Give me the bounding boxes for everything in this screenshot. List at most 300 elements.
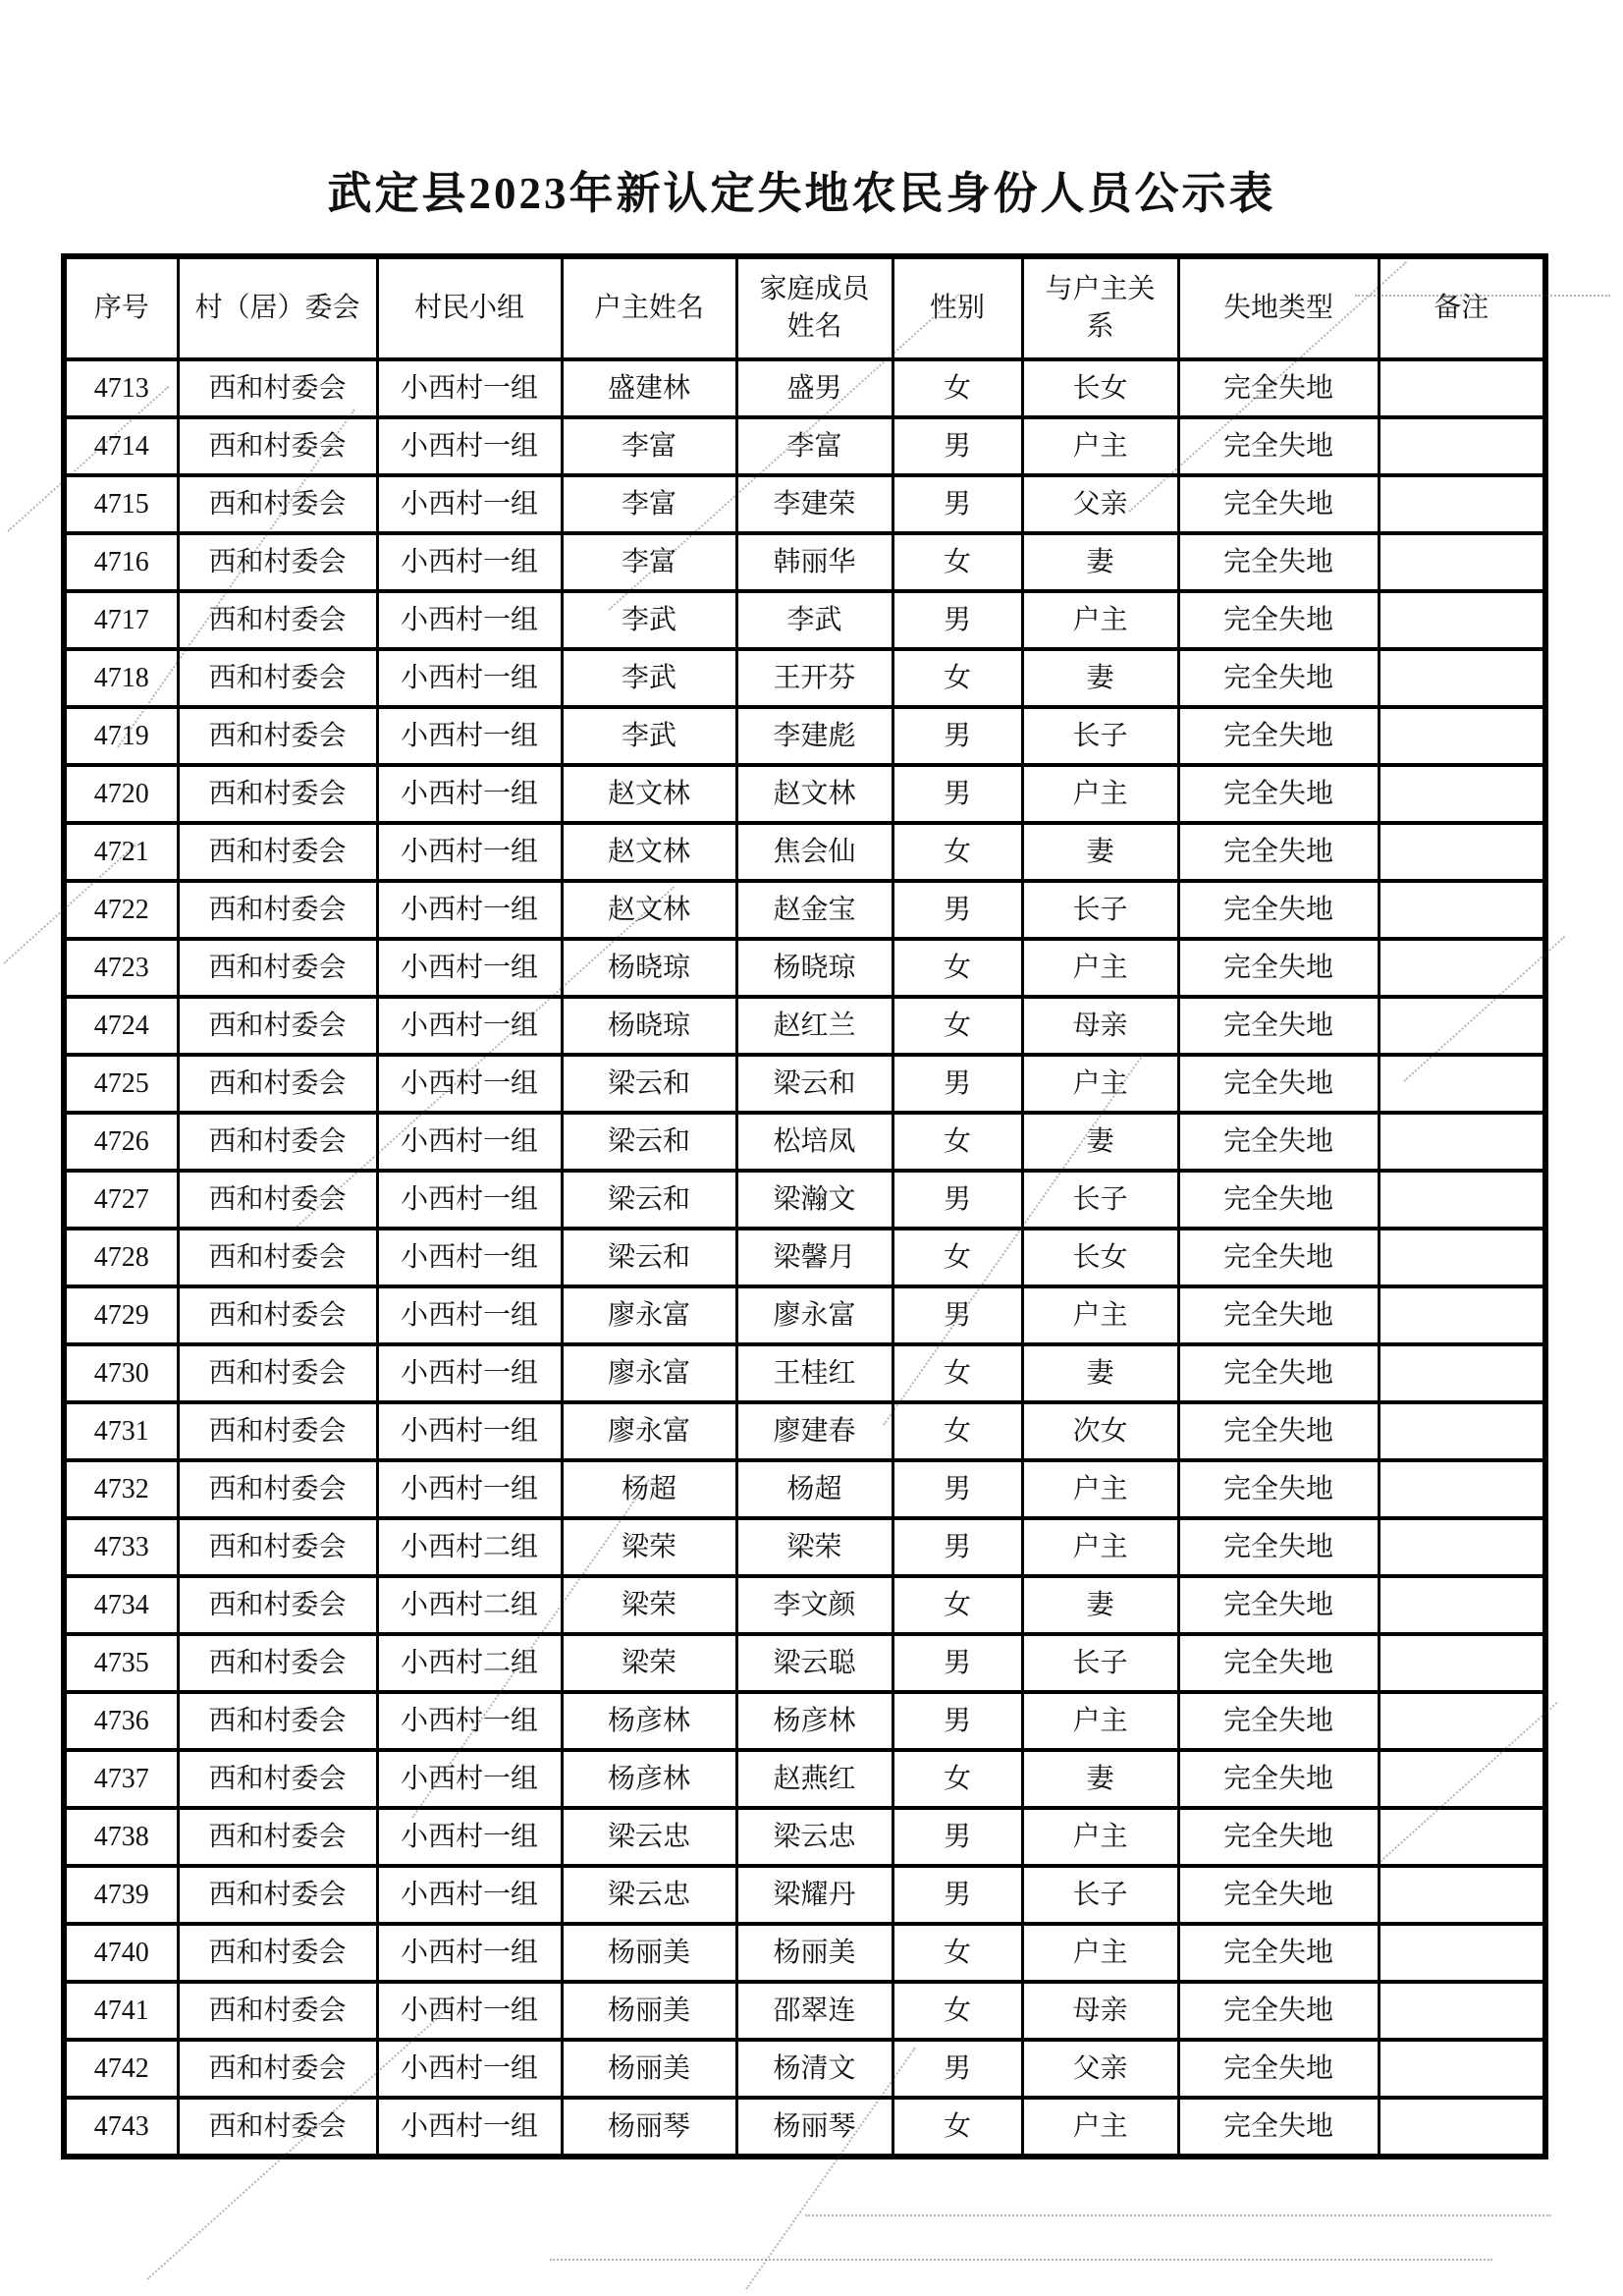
cell-serial: 4722 — [64, 881, 178, 939]
table-row — [64, 1286, 1545, 1344]
cell-committee: 西和村委会 — [178, 881, 377, 939]
cell-group: 小西村一组 — [377, 939, 562, 997]
cell-loss-type: 完全失地 — [1178, 1576, 1379, 1634]
cell-loss-type: 完全失地 — [1178, 939, 1379, 997]
cell-gender: 女 — [893, 1344, 1022, 1402]
cell-member: 杨清文 — [736, 2040, 893, 2098]
cell-member: 梁瀚文 — [736, 1171, 893, 1229]
table-row — [64, 417, 1545, 475]
cell-committee: 西和村委会 — [178, 475, 377, 533]
cell-householder: 赵文林 — [562, 881, 736, 939]
cell-member: 赵金宝 — [736, 881, 893, 939]
cell-group: 小西村一组 — [377, 823, 562, 881]
cell-committee: 西和村委会 — [178, 359, 377, 417]
cell-loss-type: 完全失地 — [1178, 533, 1379, 591]
cell-householder: 赵文林 — [562, 765, 736, 823]
cell-committee: 西和村委会 — [178, 1808, 377, 1866]
cell-remarks — [1379, 1924, 1545, 1982]
cell-relation: 长女 — [1022, 359, 1178, 417]
cell-loss-type: 完全失地 — [1178, 1286, 1379, 1344]
cell-loss-type: 完全失地 — [1178, 1171, 1379, 1229]
cell-householder: 杨彦林 — [562, 1692, 736, 1750]
cell-group: 小西村一组 — [377, 1750, 562, 1808]
cell-committee: 西和村委会 — [178, 1460, 377, 1518]
cell-gender: 女 — [893, 823, 1022, 881]
cell-householder: 梁荣 — [562, 1634, 736, 1692]
cell-loss-type: 完全失地 — [1178, 707, 1379, 765]
cell-serial: 4718 — [64, 649, 178, 707]
col-header-householder: 户主姓名 — [562, 256, 736, 359]
cell-loss-type: 完全失地 — [1178, 1460, 1379, 1518]
cell-relation: 妻 — [1022, 1344, 1178, 1402]
col-header-group: 村民小组 — [377, 256, 562, 359]
cell-loss-type: 完全失地 — [1178, 2040, 1379, 2098]
cell-remarks — [1379, 1286, 1545, 1344]
cell-householder: 梁荣 — [562, 1576, 736, 1634]
cell-relation: 户主 — [1022, 765, 1178, 823]
table-row — [64, 1866, 1545, 1924]
cell-gender: 女 — [893, 533, 1022, 591]
cell-group: 小西村一组 — [377, 1692, 562, 1750]
cell-group: 小西村一组 — [377, 417, 562, 475]
cell-loss-type: 完全失地 — [1178, 1402, 1379, 1460]
cell-group: 小西村一组 — [377, 1113, 562, 1171]
cell-remarks — [1379, 1402, 1545, 1460]
cell-relation: 长女 — [1022, 1229, 1178, 1286]
cell-member: 邵翠连 — [736, 1982, 893, 2040]
cell-group: 小西村一组 — [377, 591, 562, 649]
cell-committee: 西和村委会 — [178, 649, 377, 707]
table-header-row — [64, 256, 1545, 359]
cell-householder: 杨丽美 — [562, 1982, 736, 2040]
table-row — [64, 1113, 1545, 1171]
cell-householder: 梁云和 — [562, 1055, 736, 1113]
col-header-member: 家庭成员姓名 — [736, 256, 893, 359]
cell-remarks — [1379, 1055, 1545, 1113]
cell-group: 小西村一组 — [377, 1460, 562, 1518]
cell-committee: 西和村委会 — [178, 1229, 377, 1286]
cell-member: 盛男 — [736, 359, 893, 417]
cell-serial: 4724 — [64, 997, 178, 1055]
cell-committee: 西和村委会 — [178, 997, 377, 1055]
cell-group: 小西村二组 — [377, 1634, 562, 1692]
table-row — [64, 1982, 1545, 2040]
cell-group: 小西村一组 — [377, 1344, 562, 1402]
cell-serial: 4737 — [64, 1750, 178, 1808]
col-header-gender: 性别 — [893, 256, 1022, 359]
table-row — [64, 359, 1545, 417]
cell-member: 王开芬 — [736, 649, 893, 707]
cell-serial: 4738 — [64, 1808, 178, 1866]
cell-committee: 西和村委会 — [178, 1634, 377, 1692]
cell-relation: 户主 — [1022, 1808, 1178, 1866]
col-header-committee: 村（居）委会 — [178, 256, 377, 359]
cell-loss-type: 完全失地 — [1178, 1055, 1379, 1113]
cell-relation: 长子 — [1022, 1171, 1178, 1229]
cell-serial: 4739 — [64, 1866, 178, 1924]
cell-gender: 男 — [893, 1634, 1022, 1692]
cell-remarks — [1379, 2098, 1545, 2157]
cell-remarks — [1379, 417, 1545, 475]
cell-remarks — [1379, 939, 1545, 997]
cell-householder: 杨超 — [562, 1460, 736, 1518]
cell-committee: 西和村委会 — [178, 1576, 377, 1634]
cell-remarks — [1379, 707, 1545, 765]
cell-loss-type: 完全失地 — [1178, 1692, 1379, 1750]
cell-relation: 户主 — [1022, 1924, 1178, 1982]
cell-relation: 父亲 — [1022, 475, 1178, 533]
cell-loss-type: 完全失地 — [1178, 1229, 1379, 1286]
cell-serial: 4727 — [64, 1171, 178, 1229]
table-body — [64, 359, 1545, 2157]
cell-loss-type: 完全失地 — [1178, 1113, 1379, 1171]
cell-committee: 西和村委会 — [178, 1692, 377, 1750]
cell-householder: 梁荣 — [562, 1518, 736, 1576]
table-row — [64, 533, 1545, 591]
table-row — [64, 1055, 1545, 1113]
cell-gender: 女 — [893, 1982, 1022, 2040]
table-row — [64, 1344, 1545, 1402]
cell-remarks — [1379, 765, 1545, 823]
cell-group: 小西村一组 — [377, 707, 562, 765]
cell-group: 小西村一组 — [377, 1924, 562, 1982]
table-row — [64, 881, 1545, 939]
table-row — [64, 2098, 1545, 2157]
cell-relation: 妻 — [1022, 1750, 1178, 1808]
cell-loss-type: 完全失地 — [1178, 417, 1379, 475]
cell-serial: 4726 — [64, 1113, 178, 1171]
cell-serial: 4720 — [64, 765, 178, 823]
cell-householder: 杨丽美 — [562, 2040, 736, 2098]
table-row — [64, 1171, 1545, 1229]
cell-group: 小西村二组 — [377, 1518, 562, 1576]
cell-group: 小西村一组 — [377, 1171, 562, 1229]
col-header-relation: 与户主关系 — [1022, 256, 1178, 359]
table-row — [64, 475, 1545, 533]
cell-loss-type: 完全失地 — [1178, 1982, 1379, 2040]
cell-member: 李富 — [736, 417, 893, 475]
cell-relation: 户主 — [1022, 1460, 1178, 1518]
cell-relation: 户主 — [1022, 1692, 1178, 1750]
cell-gender: 男 — [893, 765, 1022, 823]
cell-member: 赵燕红 — [736, 1750, 893, 1808]
cell-serial: 4717 — [64, 591, 178, 649]
cell-gender: 男 — [893, 1692, 1022, 1750]
cell-group: 小西村一组 — [377, 1982, 562, 2040]
cell-serial: 4732 — [64, 1460, 178, 1518]
cell-remarks — [1379, 1576, 1545, 1634]
cell-group: 小西村一组 — [377, 649, 562, 707]
table-row — [64, 1402, 1545, 1460]
table-row — [64, 1518, 1545, 1576]
cell-remarks — [1379, 1750, 1545, 1808]
cell-householder: 李富 — [562, 417, 736, 475]
cell-relation: 妻 — [1022, 1576, 1178, 1634]
cell-relation: 妻 — [1022, 823, 1178, 881]
table-row — [64, 2040, 1545, 2098]
cell-householder: 梁云和 — [562, 1229, 736, 1286]
cell-member: 松培凤 — [736, 1113, 893, 1171]
cell-remarks — [1379, 1460, 1545, 1518]
cell-group: 小西村一组 — [377, 765, 562, 823]
cell-remarks — [1379, 1518, 1545, 1576]
cell-householder: 赵文林 — [562, 823, 736, 881]
cell-member: 李建荣 — [736, 475, 893, 533]
cell-loss-type: 完全失地 — [1178, 881, 1379, 939]
cell-relation: 户主 — [1022, 1518, 1178, 1576]
cell-relation: 户主 — [1022, 591, 1178, 649]
cell-member: 杨晓琼 — [736, 939, 893, 997]
cell-relation: 长子 — [1022, 1634, 1178, 1692]
cell-householder: 梁云忠 — [562, 1866, 736, 1924]
cell-member: 王桂红 — [736, 1344, 893, 1402]
cell-committee: 西和村委会 — [178, 2098, 377, 2157]
cell-loss-type: 完全失地 — [1178, 1634, 1379, 1692]
cell-committee: 西和村委会 — [178, 1982, 377, 2040]
cell-householder: 杨彦林 — [562, 1750, 736, 1808]
cell-committee: 西和村委会 — [178, 1344, 377, 1402]
cell-serial: 4719 — [64, 707, 178, 765]
cell-serial: 4714 — [64, 417, 178, 475]
cell-committee: 西和村委会 — [178, 1518, 377, 1576]
cell-serial: 4725 — [64, 1055, 178, 1113]
cell-householder: 盛建林 — [562, 359, 736, 417]
cell-gender: 男 — [893, 881, 1022, 939]
table-row — [64, 939, 1545, 997]
cell-relation: 母亲 — [1022, 1982, 1178, 2040]
cell-relation: 父亲 — [1022, 2040, 1178, 2098]
cell-relation: 妻 — [1022, 1113, 1178, 1171]
cell-committee: 西和村委会 — [178, 2040, 377, 2098]
cell-gender: 女 — [893, 1229, 1022, 1286]
table-row — [64, 765, 1545, 823]
cell-householder: 廖永富 — [562, 1402, 736, 1460]
table-row — [64, 1576, 1545, 1634]
document-title: 武定县2023年新认定失地农民身份人员公示表 — [327, 169, 1276, 218]
cell-committee: 西和村委会 — [178, 1750, 377, 1808]
table-row — [64, 1808, 1545, 1866]
cell-serial: 4721 — [64, 823, 178, 881]
cell-loss-type: 完全失地 — [1178, 1924, 1379, 1982]
cell-householder: 廖永富 — [562, 1286, 736, 1344]
cell-relation: 户主 — [1022, 1286, 1178, 1344]
cell-remarks — [1379, 1866, 1545, 1924]
cell-loss-type: 完全失地 — [1178, 359, 1379, 417]
cell-serial: 4735 — [64, 1634, 178, 1692]
cell-serial: 4733 — [64, 1518, 178, 1576]
cell-remarks — [1379, 1171, 1545, 1229]
cell-loss-type: 完全失地 — [1178, 1808, 1379, 1866]
cell-member: 韩丽华 — [736, 533, 893, 591]
cell-gender: 女 — [893, 939, 1022, 997]
table-row — [64, 1634, 1545, 1692]
cell-serial: 4736 — [64, 1692, 178, 1750]
cell-gender: 女 — [893, 1113, 1022, 1171]
cell-loss-type: 完全失地 — [1178, 591, 1379, 649]
cell-loss-type: 完全失地 — [1178, 765, 1379, 823]
cell-gender: 男 — [893, 1286, 1022, 1344]
cell-remarks — [1379, 591, 1545, 649]
cell-householder: 李武 — [562, 591, 736, 649]
cell-serial: 4731 — [64, 1402, 178, 1460]
cell-group: 小西村一组 — [377, 1402, 562, 1460]
cell-serial: 4740 — [64, 1924, 178, 1982]
cell-relation: 次女 — [1022, 1402, 1178, 1460]
cell-gender: 女 — [893, 359, 1022, 417]
cell-committee: 西和村委会 — [178, 939, 377, 997]
cell-committee: 西和村委会 — [178, 823, 377, 881]
cell-householder: 李武 — [562, 707, 736, 765]
cell-member: 梁耀丹 — [736, 1866, 893, 1924]
cell-serial: 4723 — [64, 939, 178, 997]
table-row — [64, 1924, 1545, 1982]
cell-loss-type: 完全失地 — [1178, 2098, 1379, 2157]
cell-member: 梁云忠 — [736, 1808, 893, 1866]
cell-householder: 杨丽美 — [562, 1924, 736, 1982]
cell-group: 小西村一组 — [377, 2098, 562, 2157]
cell-member: 赵红兰 — [736, 997, 893, 1055]
cell-committee: 西和村委会 — [178, 1924, 377, 1982]
cell-gender: 女 — [893, 2098, 1022, 2157]
cell-remarks — [1379, 1982, 1545, 2040]
cell-committee: 西和村委会 — [178, 1286, 377, 1344]
cell-serial: 4716 — [64, 533, 178, 591]
cell-relation: 户主 — [1022, 939, 1178, 997]
cell-relation: 长子 — [1022, 881, 1178, 939]
cell-committee: 西和村委会 — [178, 707, 377, 765]
cell-committee: 西和村委会 — [178, 1055, 377, 1113]
cell-remarks — [1379, 823, 1545, 881]
cell-remarks — [1379, 997, 1545, 1055]
cell-loss-type: 完全失地 — [1178, 1344, 1379, 1402]
cell-gender: 男 — [893, 417, 1022, 475]
cell-gender: 男 — [893, 1808, 1022, 1866]
cell-remarks — [1379, 533, 1545, 591]
cell-householder: 梁云和 — [562, 1113, 736, 1171]
cell-loss-type: 完全失地 — [1178, 823, 1379, 881]
cell-gender: 男 — [893, 1866, 1022, 1924]
cell-gender: 女 — [893, 1750, 1022, 1808]
cell-member: 梁荣 — [736, 1518, 893, 1576]
cell-relation: 妻 — [1022, 533, 1178, 591]
cell-gender: 女 — [893, 649, 1022, 707]
table-row — [64, 1692, 1545, 1750]
cell-relation: 长子 — [1022, 1866, 1178, 1924]
cell-member: 李建彪 — [736, 707, 893, 765]
cell-serial: 4728 — [64, 1229, 178, 1286]
scan-artifact — [550, 2259, 1492, 2261]
cell-serial: 4743 — [64, 2098, 178, 2157]
cell-serial: 4729 — [64, 1286, 178, 1344]
cell-relation: 户主 — [1022, 1055, 1178, 1113]
cell-householder: 廖永富 — [562, 1344, 736, 1402]
table-row — [64, 823, 1545, 881]
cell-member: 赵文林 — [736, 765, 893, 823]
cell-committee: 西和村委会 — [178, 533, 377, 591]
cell-member: 梁云和 — [736, 1055, 893, 1113]
table-row — [64, 649, 1545, 707]
cell-relation: 长子 — [1022, 707, 1178, 765]
cell-gender: 女 — [893, 1576, 1022, 1634]
cell-member: 梁馨月 — [736, 1229, 893, 1286]
cell-member: 杨丽琴 — [736, 2098, 893, 2157]
cell-relation: 户主 — [1022, 2098, 1178, 2157]
cell-relation: 户主 — [1022, 417, 1178, 475]
cell-loss-type: 完全失地 — [1178, 1866, 1379, 1924]
cell-gender: 男 — [893, 2040, 1022, 2098]
cell-loss-type: 完全失地 — [1178, 649, 1379, 707]
cell-committee: 西和村委会 — [178, 1171, 377, 1229]
cell-serial: 4713 — [64, 359, 178, 417]
col-header-loss-type: 失地类型 — [1178, 256, 1379, 359]
cell-gender: 男 — [893, 1518, 1022, 1576]
cell-group: 小西村一组 — [377, 359, 562, 417]
cell-remarks — [1379, 649, 1545, 707]
cell-remarks — [1379, 881, 1545, 939]
table-row — [64, 1750, 1545, 1808]
table-row — [64, 591, 1545, 649]
cell-remarks — [1379, 1692, 1545, 1750]
cell-gender: 男 — [893, 591, 1022, 649]
cell-group: 小西村一组 — [377, 475, 562, 533]
cell-gender: 男 — [893, 707, 1022, 765]
cell-serial: 4734 — [64, 1576, 178, 1634]
cell-householder: 梁云忠 — [562, 1808, 736, 1866]
cell-loss-type: 完全失地 — [1178, 1518, 1379, 1576]
cell-gender: 女 — [893, 997, 1022, 1055]
cell-householder: 李武 — [562, 649, 736, 707]
table-row — [64, 997, 1545, 1055]
cell-member: 廖永富 — [736, 1286, 893, 1344]
col-header-remarks: 备注 — [1379, 256, 1545, 359]
cell-group: 小西村一组 — [377, 533, 562, 591]
cell-loss-type: 完全失地 — [1178, 475, 1379, 533]
scan-artifact — [805, 2214, 1551, 2216]
cell-committee: 西和村委会 — [178, 417, 377, 475]
cell-remarks — [1379, 475, 1545, 533]
cell-group: 小西村一组 — [377, 1286, 562, 1344]
cell-serial: 4730 — [64, 1344, 178, 1402]
cell-committee: 西和村委会 — [178, 765, 377, 823]
table-row — [64, 707, 1545, 765]
cell-gender: 女 — [893, 1924, 1022, 1982]
cell-householder: 李富 — [562, 475, 736, 533]
cell-remarks — [1379, 1808, 1545, 1866]
cell-committee: 西和村委会 — [178, 1866, 377, 1924]
cell-householder: 杨丽琴 — [562, 2098, 736, 2157]
cell-group: 小西村一组 — [377, 2040, 562, 2098]
cell-householder: 杨晓琼 — [562, 997, 736, 1055]
cell-gender: 男 — [893, 1055, 1022, 1113]
cell-gender: 男 — [893, 1460, 1022, 1518]
cell-member: 杨超 — [736, 1460, 893, 1518]
cell-householder: 杨晓琼 — [562, 939, 736, 997]
table-row — [64, 1229, 1545, 1286]
cell-remarks — [1379, 1634, 1545, 1692]
cell-member: 李文颜 — [736, 1576, 893, 1634]
cell-group: 小西村一组 — [377, 1808, 562, 1866]
cell-serial: 4742 — [64, 2040, 178, 2098]
landless-farmers-table — [61, 253, 1548, 2159]
cell-loss-type: 完全失地 — [1178, 1750, 1379, 1808]
cell-loss-type: 完全失地 — [1178, 997, 1379, 1055]
cell-member: 梁云聪 — [736, 1634, 893, 1692]
cell-committee: 西和村委会 — [178, 591, 377, 649]
cell-group: 小西村一组 — [377, 881, 562, 939]
cell-remarks — [1379, 2040, 1545, 2098]
cell-group: 小西村二组 — [377, 1576, 562, 1634]
cell-group: 小西村一组 — [377, 997, 562, 1055]
